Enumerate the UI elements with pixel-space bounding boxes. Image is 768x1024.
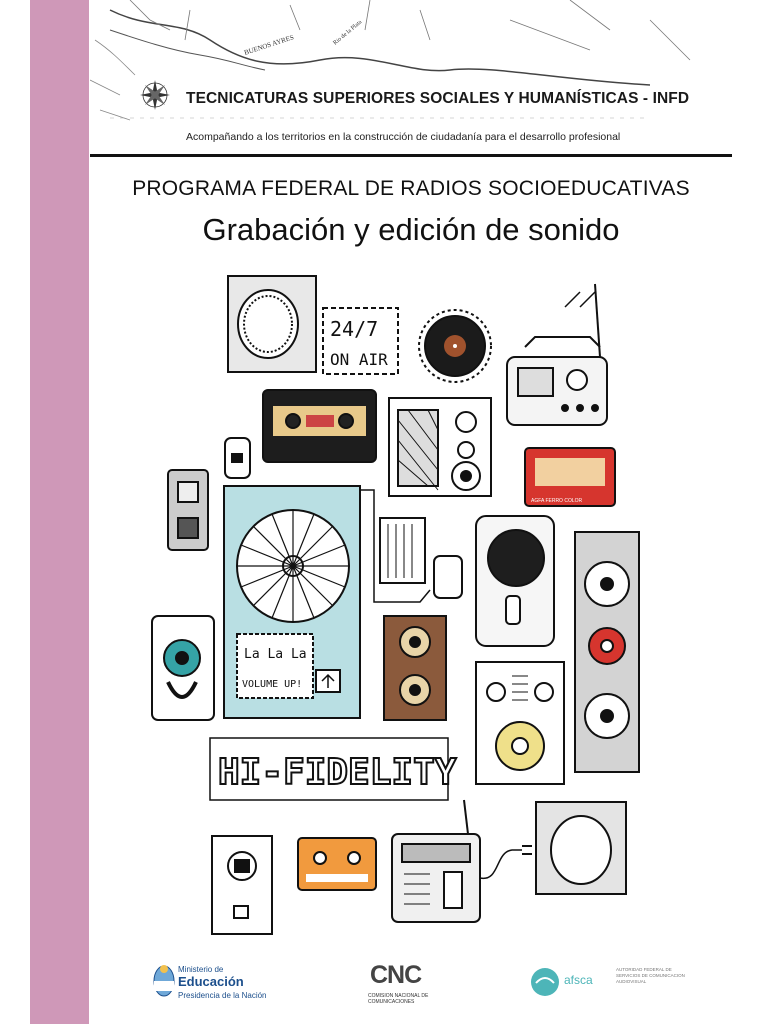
voice-recorder-icon [168,470,208,550]
plug-icon-2 [434,556,462,598]
plug-icon [225,438,250,478]
on-air-sign-icon [323,308,398,374]
yellow-speaker-icon [476,662,564,784]
compass-rose-icon [140,80,170,110]
afsca-description: AUTORIDAD FEDERAL DE SERVICIOS DE COMUNICACION AUDIOVISUAL [616,967,685,984]
teal-speaker-icon [152,616,214,720]
header-title: TECNICATURAS SUPERIORES SOCIALES Y HUMANÍSTICAS - INFD [186,90,690,107]
orange-cassette-icon [298,838,376,890]
hifi-banner [210,738,457,800]
lalala-text: La La La [244,647,307,662]
red-cassette-label: AGFA FERRO COLOR [531,498,583,504]
ministerio-big-text: Educación [178,974,244,989]
map-label-rio: Rio de la Plata [332,19,364,47]
on-air-line1: 24/7 [330,317,379,341]
side-color-bar [30,0,89,1024]
cnc-subtitle: COMISION NACIONAL DE COMUNICACIONES [368,993,429,1005]
round-speaker-icon [476,516,554,646]
on-air-line2: ON AIR [330,350,388,369]
afsca-word: afsca [564,973,593,987]
wall-switch-icon [212,836,272,934]
tall-speaker-icon [575,532,639,772]
header-map-illustration [90,0,730,130]
presidencia-text: Presidencia de la Nación [178,991,267,1000]
afsca-circle-icon [530,967,560,997]
audio-devices-illustration [140,262,660,942]
red-cassette-icon [525,448,615,506]
afsca-logo [530,963,690,1003]
cnc-logo [368,961,438,1005]
program-title: PROGRAMA FEDERAL DE RADIOS SOCIOEDUCATIVAS [132,177,690,200]
ministerio-small-text: Ministerio de [178,965,224,974]
small-grille-icon [380,518,425,583]
volume-up-text: VOLUME UP! [242,679,303,690]
ministerio-educacion-logo [152,963,272,1003]
header-divider [90,154,732,157]
bottom-speaker-icon [536,802,626,894]
document-title: Grabación y edición de sonido [202,212,620,247]
national-shield-icon [152,963,176,999]
hifi-text: HI-FIDELITY [218,752,457,793]
footer-logos [90,955,732,1010]
speaker-box-icon [228,276,316,372]
boxy-radio-icon [392,800,532,922]
grille-speaker-icon [389,398,491,496]
cnc-word: CNC [370,961,422,989]
header-subtitle: Acompañando a los territorios en la construcción de ciudadanía para el desarrollo profesional [186,131,621,143]
map-label-buenos-ayres: BUENOS AYRES [243,33,295,57]
reel-tape-icon [384,616,446,720]
vinyl-record-icon [419,310,491,382]
cassette-tape-icon [263,390,376,462]
portable-radio-icon [507,284,607,425]
